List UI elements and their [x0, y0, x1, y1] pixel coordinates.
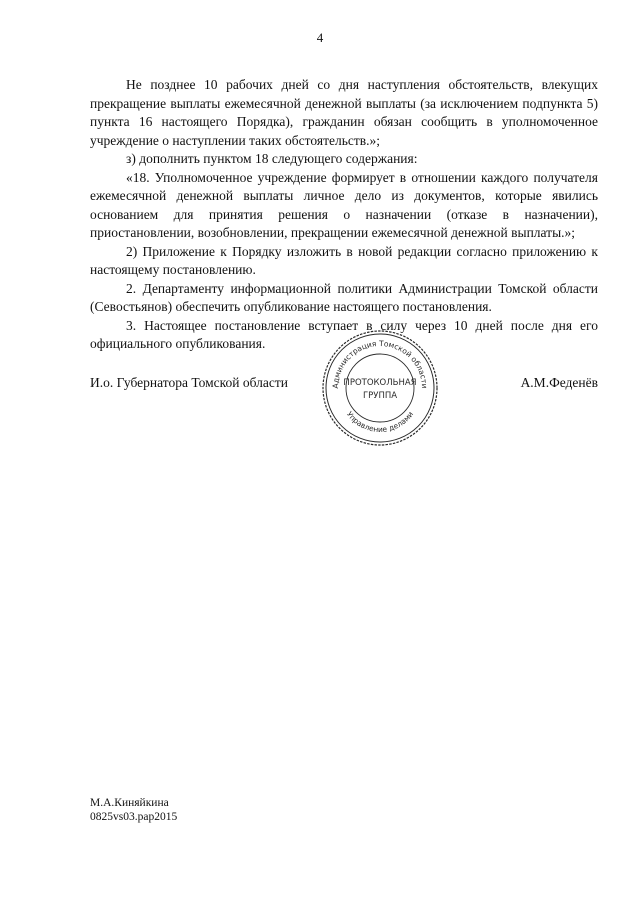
protocol-group-stamp [320, 328, 440, 448]
executor-info [90, 796, 177, 824]
page-number: 4 [316, 30, 324, 45]
document-body [90, 76, 598, 354]
stamp-outer-text-top: Администрация Томской области [330, 338, 430, 389]
paragraph-add-point-18: з) дополнить пунктом 18 следующего содержания: [126, 151, 418, 166]
paragraph-appendix-edit: 2) Приложение к Порядку изложить в новой редакции согласно приложению к настоящему постановлению. [90, 243, 598, 277]
paragraph-publication: 2. Департаменту информационной политики Администрации Томской области (Севостьянов) обеспечить опубликование настоящего постановления. [90, 280, 598, 314]
stamp-outer-text-bottom: Управление делами [344, 409, 416, 435]
signatory-position: И.о. Губернатора Томской области [90, 375, 288, 390]
signatory-name: А.М.Феденёв [520, 375, 598, 390]
executor-name: М.А.Киняйкина [90, 797, 169, 809]
paragraph-notification-deadline: Не позднее 10 рабочих дней со дня наступления обстоятельств, влекущих прекращение выплаты ежемесячной денежной выплаты (за исключением подпункта 5) пункта 16 настоящего Порядка), гражданин обязан сообщить в уполномоченное учреждение о наступлении таких обстоятельств.»; [90, 77, 598, 148]
stamp-center-line-2: ГРУППА [362, 391, 398, 401]
paragraph-entry-into-force: 3. Настоящее постановление вступает в силу через 10 дней после дня его официального опубликования. [90, 317, 598, 351]
executor-file: 0825vs03.pap2015 [90, 811, 178, 823]
paragraph-point-18-text: «18. Уполномоченное учреждение формирует в отношении каждого получателя ежемесячной денежной выплаты личное дело из документов, которые явились основанием для принятия решения о назначении (отказе в назначении), приостановлении, возобновлении, прекращении ежемесячной денежной выплаты.»; [90, 169, 598, 240]
stamp-center-line-1: ПРОТОКОЛЬНАЯ [343, 378, 417, 388]
